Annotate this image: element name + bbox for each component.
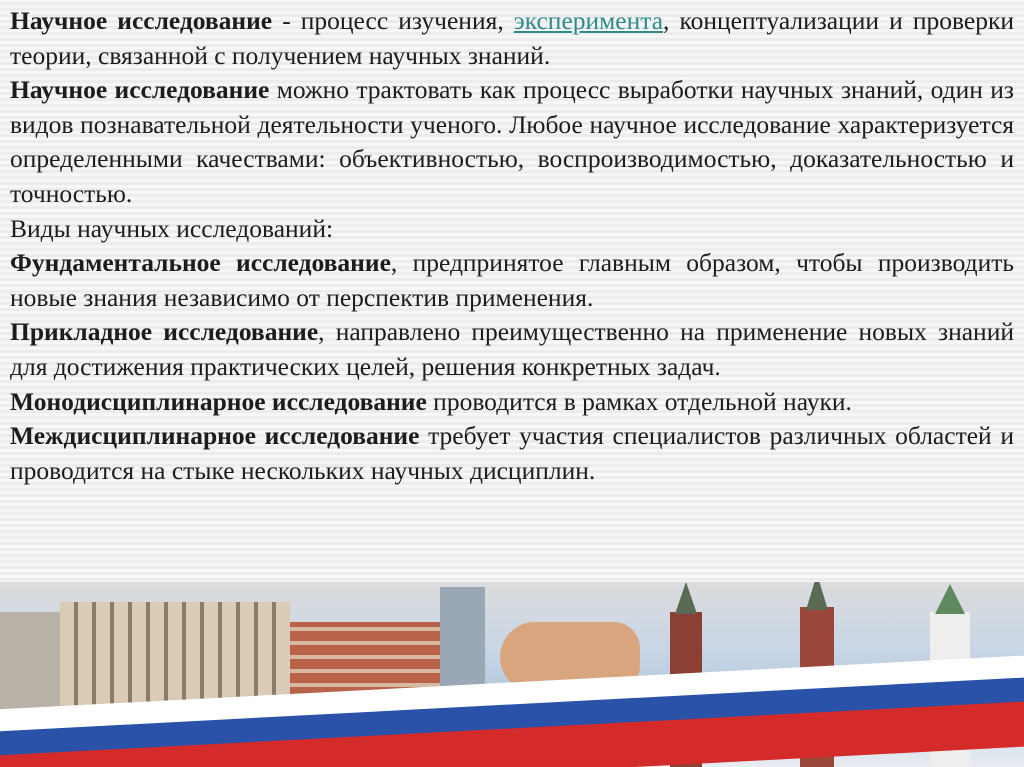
text-segment: , предпринятое главным образом, чтобы производить новые знания независимо от перспектив применения. — [10, 248, 1014, 312]
white-spire — [935, 584, 965, 614]
kremlin-spire-1 — [675, 582, 697, 614]
paragraph-fundamental — [10, 246, 1014, 315]
paragraph-interpretation — [10, 73, 1014, 211]
term-applied: Прикладное исследование — [10, 317, 319, 347]
paragraph-applied — [10, 315, 1014, 384]
text-segment: требует участия специалистов различных областей и проводится на стыке нескольких научных дисциплин. — [10, 421, 1014, 485]
term-scientific-research: Научное исследование — [10, 6, 273, 35]
text-segment: можно трактовать как процесс выработки научных знаний, один из видов познавательной деятельности ученого. Любое научное исследование характеризуется определенными качествами: объективностью, воспроизводимостью, доказательностью и точностью. — [10, 75, 1014, 208]
paragraph-definition — [10, 4, 1014, 73]
kremlin-spire-2 — [806, 582, 828, 610]
body-text — [10, 4, 1014, 488]
footer-banner-image — [0, 582, 1024, 767]
term-scientific-research: Научное исследование — [10, 75, 270, 105]
term-interdisciplinary: Междисциплинарное исследование — [10, 421, 420, 451]
term-monodisciplinary: Монодисциплинарное исследование — [10, 386, 427, 416]
text-segment: , направлено преимущественно на применение новых знаний для достижения практических целей, решения конкретных задач. — [10, 317, 1014, 381]
text-segment: , концептуализации и проверки теории, связанной с получением научных знаний. — [10, 6, 1014, 70]
paragraph-monodisciplinary — [10, 385, 1014, 420]
text-segment: проводится в рамках отдельной науки. — [426, 386, 852, 416]
paragraph-interdisciplinary — [10, 419, 1014, 488]
text-segment: - процесс изучения, — [272, 6, 514, 35]
paragraph-types-heading: Виды научных исследований: — [10, 213, 334, 243]
experiment-link[interactable]: эксперимента — [513, 6, 664, 35]
term-fundamental: Фундаментальное исследование — [10, 248, 391, 278]
